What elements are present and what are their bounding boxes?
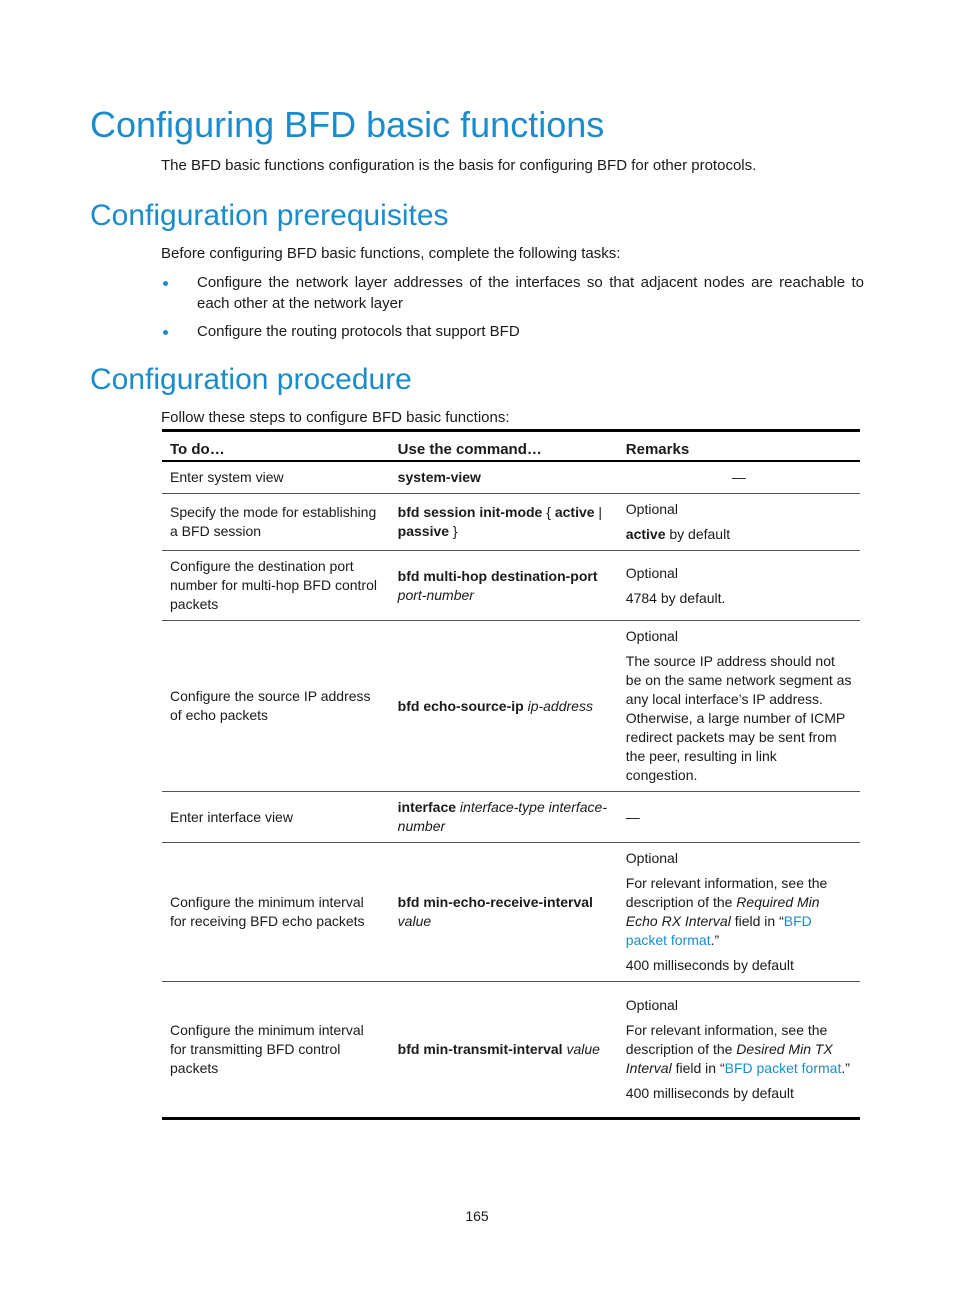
table-row: [162, 494, 860, 551]
prerequisites-heading: Configuration prerequisites: [90, 199, 449, 232]
command-cell: bfd min-transmit-interval value: [390, 982, 618, 1119]
remarks-cell: —: [618, 792, 860, 843]
bfd-packet-format-link[interactable]: BFD packet format: [724, 1060, 842, 1076]
bullet-dot-icon: [163, 330, 168, 335]
todo-cell: Enter interface view: [162, 792, 390, 843]
table-row: [162, 621, 860, 792]
todo-cell: Enter system view: [162, 461, 390, 494]
todo-cell: Specify the mode for establishing a BFD session: [162, 494, 390, 551]
page-number: 165: [465, 1208, 489, 1224]
todo-cell: Configure the source IP address of echo packets: [162, 621, 390, 792]
remarks-cell: Optional For relevant information, see the description of the Required Min Echo RX Interval field in “BFD packet format.” 400 milliseconds by default: [618, 843, 860, 982]
prerequisites-lead: Before configuring BFD basic functions, complete the following tasks:: [161, 245, 621, 262]
table-row: [162, 792, 860, 843]
intro-paragraph: The BFD basic functions configuration is the basis for configuring BFD for other protocols.: [161, 157, 757, 174]
remarks-cell: Optional For relevant information, see the description of the Desired Min TX Interval field in “BFD packet format.” 400 milliseconds by default: [618, 982, 860, 1119]
remarks-cell: Optional active by default: [618, 494, 860, 551]
procedure-heading: Configuration procedure: [90, 363, 412, 396]
command-cell: bfd min-echo-receive-interval value: [390, 843, 618, 982]
steps-table: [162, 429, 860, 1120]
command-cell: bfd echo-source-ip ip-address: [390, 621, 618, 792]
command-cell: system-view: [390, 461, 618, 494]
command-cell: bfd session init-mode { active | passive }: [390, 494, 618, 551]
list-item: Configure the routing protocols that support BFD: [161, 321, 864, 342]
column-header-remarks: Remarks: [618, 431, 860, 462]
command-cell: interface interface-type interface-number: [390, 792, 618, 843]
list-item: Configure the network layer addresses of the interfaces so that adjacent nodes are reachable to each other at the network layer: [161, 272, 864, 314]
command-cell: bfd multi-hop destination-port port-number: [390, 551, 618, 621]
procedure-lead: Follow these steps to configure BFD basic functions:: [161, 409, 510, 426]
table-row: [162, 982, 860, 1119]
remarks-cell: Optional 4784 by default.: [618, 551, 860, 621]
remarks-cell: Optional The source IP address should not be on the same network segment as any local interface’s IP address. Otherwise, a large number of ICMP redirect packets may be sent from the peer, resulting in link congestion.: [618, 621, 860, 792]
table-row: [162, 843, 860, 982]
todo-cell: Configure the destination port number for multi-hop BFD control packets: [162, 551, 390, 621]
todo-cell: Configure the minimum interval for receiving BFD echo packets: [162, 843, 390, 982]
bfd-packet-format-link[interactable]: BFD packet format: [625, 913, 812, 948]
todo-cell: Configure the minimum interval for transmitting BFD control packets: [162, 982, 390, 1119]
table-row: [162, 551, 860, 621]
table-row: [162, 461, 860, 494]
bullet-dot-icon: [163, 281, 168, 286]
column-header-command: Use the command…: [390, 431, 618, 462]
remarks-cell: —: [618, 461, 860, 494]
page-title: Configuring BFD basic functions: [90, 104, 605, 145]
table-header-row: [162, 431, 860, 462]
prerequisites-list: [161, 272, 864, 342]
column-header-todo: To do…: [162, 431, 390, 462]
